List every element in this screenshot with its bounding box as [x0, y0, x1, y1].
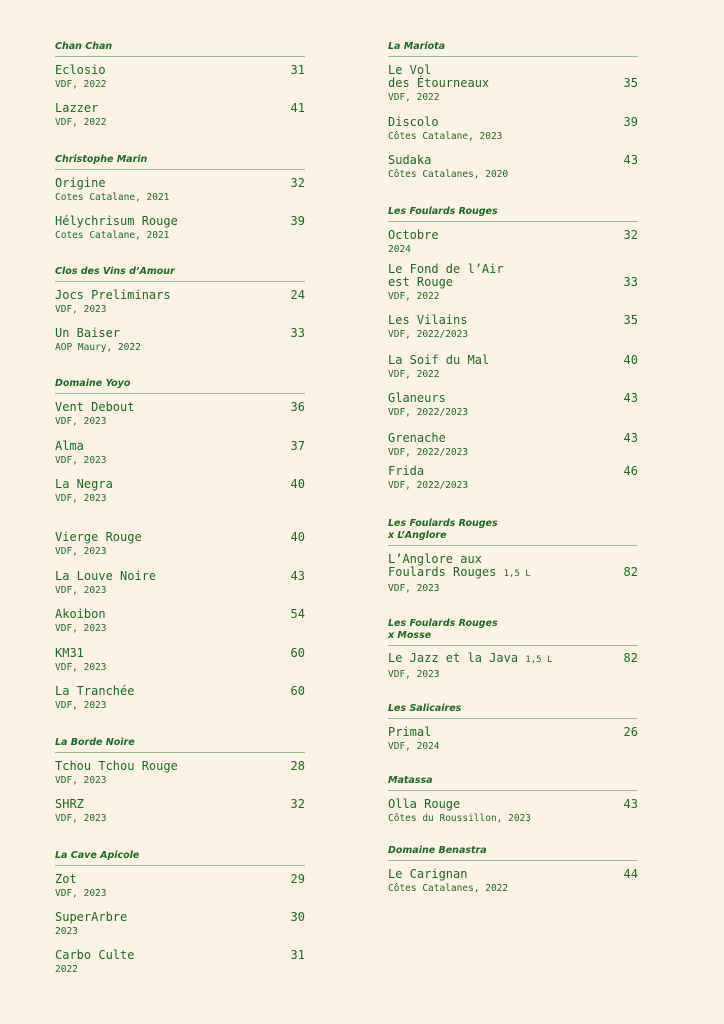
wine-name-text: L’Anglore aux Foulards Rouges: [388, 552, 497, 579]
wine-name-text: Glaneurs: [388, 391, 446, 405]
wine-name-text: La Negra: [55, 477, 113, 491]
wine-name-text: Tchou Tchou Rouge: [55, 759, 178, 773]
producer-name: Clos des Vins d’Amour: [55, 266, 305, 282]
wine-price: 39: [623, 115, 638, 129]
wine-appellation-vintage: Côtes Catalanes, 2020: [388, 169, 509, 180]
wine-price: 43: [623, 391, 638, 405]
wine-appellation-vintage: AOP Maury, 2022: [55, 342, 141, 353]
wine-price: 43: [623, 797, 638, 811]
wine-name: [55, 608, 305, 621]
wine-price: 37: [290, 439, 305, 453]
producer-name: Les Salicaires: [388, 703, 638, 719]
wine-price: 26: [623, 725, 638, 739]
wine-appellation-vintage: VDF, 2023: [55, 304, 107, 315]
wine-appellation-vintage: VDF, 2023: [388, 583, 440, 594]
wine-name: [55, 760, 305, 773]
wine-name-text: Le Vol des Étourneaux: [388, 63, 490, 90]
wine-appellation-vintage: 2023: [55, 926, 78, 937]
wine-item-primal: [388, 726, 638, 752]
wine-price: 60: [290, 684, 305, 698]
wine-item-helychrisum-rouge: [55, 215, 305, 241]
wine-price: 40: [290, 530, 305, 544]
wine-appellation-vintage: VDF, 2022: [55, 79, 107, 90]
wine-name: [55, 531, 305, 544]
wine-name-text: Lazzer: [55, 101, 99, 115]
wine-name-text: Discolo: [388, 115, 439, 129]
wine-name: [388, 64, 638, 90]
wine-item-le-carignan: [388, 868, 638, 894]
wine-item-le-jazz-et-la-java: [388, 652, 638, 680]
wine-name-text: Sudaka: [388, 153, 432, 167]
wine-name-text: SuperArbre: [55, 910, 128, 924]
wine-name-text: KM31: [55, 646, 84, 660]
wine-name: [388, 553, 638, 581]
producer-header: [55, 378, 305, 394]
wine-name: [55, 570, 305, 583]
bottle-format: 1,5 L: [503, 569, 531, 579]
wine-item-discolo: [388, 116, 638, 142]
wine-price: 32: [623, 228, 638, 242]
wine-appellation-vintage: VDF, 2022: [55, 117, 107, 128]
wine-item-la-tranchee: [55, 685, 305, 711]
wine-name-text: Hélychrisum Rouge: [55, 214, 178, 228]
wine-appellation-vintage: VDF, 2023: [55, 546, 107, 557]
producer-header: [388, 518, 638, 546]
wine-item-l-anglore-aux-foulards-rouges: [388, 553, 638, 594]
wine-name-text: Olla Rouge: [388, 797, 461, 811]
wine-appellation-vintage: VDF, 2022: [388, 92, 440, 103]
wine-price: 35: [623, 76, 638, 90]
wine-name-text: La Soif du Mal: [388, 353, 490, 367]
producer-header: [55, 850, 305, 866]
wine-name: [55, 647, 305, 660]
wine-name-text: SHRZ: [55, 797, 84, 811]
wine-price: 43: [623, 431, 638, 445]
wine-name-text: Un Baiser: [55, 326, 121, 340]
wine-name: [388, 465, 638, 478]
wine-price: 54: [290, 607, 305, 621]
wine-name: [388, 263, 638, 289]
wine-item-vierge-rouge: [55, 531, 305, 557]
wine-appellation-vintage: 2024: [388, 244, 411, 255]
wine-name-text: Origine: [55, 176, 106, 190]
wine-price: 36: [290, 400, 305, 414]
wine-price: 60: [290, 646, 305, 660]
producer-header: [388, 41, 638, 57]
wine-item-lazzer: [55, 102, 305, 128]
wine-name: [55, 401, 305, 414]
wine-appellation-vintage: VDF, 2022: [388, 369, 440, 380]
wine-name: [388, 154, 638, 167]
wine-name: [388, 726, 638, 739]
producer-name: Les Foulards Rouges x Mosse: [388, 618, 638, 646]
wine-name-text: Primal: [388, 725, 432, 739]
wine-item-akoibon: [55, 608, 305, 634]
wine-item-zot: [55, 873, 305, 899]
producer-header: [388, 845, 638, 861]
wine-name-text: Jocs Preliminars: [55, 288, 171, 302]
wine-name-text: Vent Debout: [55, 400, 135, 414]
wine-name: [388, 798, 638, 811]
producer-name: Domaine Benastra: [388, 845, 638, 861]
producer-header: [388, 206, 638, 222]
wine-name-text: Grenache: [388, 431, 446, 445]
wine-name: [55, 911, 305, 924]
wine-price: 32: [290, 176, 305, 190]
wine-name: [55, 873, 305, 886]
wine-name-text: La Tranchée: [55, 684, 135, 698]
wine-price: 39: [290, 214, 305, 228]
wine-appellation-vintage: VDF, 2023: [55, 775, 107, 786]
wine-item-superarbre: [55, 911, 305, 937]
producer-name: Christophe Marin: [55, 154, 305, 170]
wine-item-vent-debout: [55, 401, 305, 427]
wine-price: 82: [623, 651, 638, 665]
wine-name: [388, 868, 638, 881]
producer-header: [388, 618, 638, 646]
wine-price: 35: [623, 313, 638, 327]
wine-price: 40: [623, 353, 638, 367]
wine-name: [55, 289, 305, 302]
wine-price: 24: [290, 288, 305, 302]
wine-appellation-vintage: VDF, 2022/2023: [388, 480, 469, 491]
wine-item-carbo-culte: [55, 949, 305, 975]
wine-item-grenache: [388, 432, 638, 458]
wine-name-text: Le Jazz et la Java: [388, 651, 519, 665]
wine-appellation-vintage: VDF, 2023: [55, 585, 107, 596]
wine-price: 32: [290, 797, 305, 811]
wine-price: 29: [290, 872, 305, 886]
wine-price: 43: [290, 569, 305, 583]
wine-appellation-vintage: Côtes Catalanes, 2022: [388, 883, 509, 894]
wine-name-text: Octobre: [388, 228, 439, 242]
producer-name: Chan Chan: [55, 41, 305, 57]
wine-name: [388, 652, 638, 667]
producer-header: [388, 703, 638, 719]
producer-header: [55, 266, 305, 282]
producer-header: [388, 775, 638, 791]
wine-appellation-vintage: VDF, 2023: [55, 813, 107, 824]
wine-appellation-vintage: 2022: [55, 964, 78, 975]
wine-item-olla-rouge: [388, 798, 638, 824]
wine-name: [388, 432, 638, 445]
wine-appellation-vintage: VDF, 2023: [55, 493, 107, 504]
wine-appellation-vintage: VDF, 2022/2023: [388, 329, 469, 340]
wine-appellation-vintage: VDF, 2023: [55, 455, 107, 466]
wine-price: 43: [623, 153, 638, 167]
producer-header: [55, 737, 305, 753]
wine-appellation-vintage: VDF, 2022/2023: [388, 407, 469, 418]
wine-name-text: Vierge Rouge: [55, 530, 142, 544]
wine-appellation-vintage: VDF, 2023: [55, 662, 107, 673]
wine-item-alma: [55, 440, 305, 466]
wine-item-la-soif-du-mal: [388, 354, 638, 380]
wine-appellation-vintage: Cotes Catalane, 2021: [55, 230, 170, 241]
wine-appellation-vintage: VDF, 2024: [388, 741, 440, 752]
wine-name-text: Carbo Culte: [55, 948, 135, 962]
wine-appellation-vintage: Cotes Catalane, 2021: [55, 192, 170, 203]
wine-price: 30: [290, 910, 305, 924]
wine-name: [388, 354, 638, 367]
wine-name: [55, 327, 305, 340]
wine-name: [55, 949, 305, 962]
wine-item-le-vol-des-etourneaux: [388, 64, 638, 103]
wine-name: [55, 440, 305, 453]
wine-price: 44: [623, 867, 638, 881]
wine-price: 41: [290, 101, 305, 115]
wine-item-origine: [55, 177, 305, 203]
wine-name: [388, 392, 638, 405]
wine-name-text: Le Fond de l’Air est Rouge: [388, 262, 504, 289]
wine-item-frida: [388, 465, 638, 491]
wine-name-text: La Louve Noire: [55, 569, 157, 583]
producer-name: La Cave Apicole: [55, 850, 305, 866]
bottle-format: 1,5 L: [525, 655, 553, 665]
wine-appellation-vintage: VDF, 2023: [55, 623, 107, 634]
wine-item-les-vilains: [388, 314, 638, 340]
wine-item-glaneurs: [388, 392, 638, 418]
wine-item-km31: [55, 647, 305, 673]
wine-name-text: Le Carignan: [388, 867, 468, 881]
producer-header: [55, 154, 305, 170]
wine-name-text: Frida: [388, 464, 425, 478]
wine-appellation-vintage: VDF, 2023: [388, 669, 440, 680]
wine-name: [55, 177, 305, 190]
wine-name: [55, 478, 305, 491]
wine-name: [55, 798, 305, 811]
wine-price: 33: [290, 326, 305, 340]
wine-name: [55, 102, 305, 115]
producer-name: La Borde Noire: [55, 737, 305, 753]
wine-name-text: Les Vilains: [388, 313, 468, 327]
wine-name-text: Alma: [55, 439, 84, 453]
wine-appellation-vintage: Côtes du Roussillon, 2023: [388, 813, 531, 824]
wine-price: 82: [623, 565, 638, 579]
wine-appellation-vintage: VDF, 2023: [55, 700, 107, 711]
wine-name: [55, 685, 305, 698]
wine-name-text: Akoibon: [55, 607, 106, 621]
wine-item-le-fond-de-l-air-est-rouge: [388, 263, 638, 302]
wine-item-la-negra: [55, 478, 305, 504]
wine-price: 40: [290, 477, 305, 491]
wine-item-un-baiser: [55, 327, 305, 353]
wine-name: [55, 215, 305, 228]
wine-item-la-louve-noire: [55, 570, 305, 596]
wine-item-eclosio: [55, 64, 305, 90]
wine-price: 46: [623, 464, 638, 478]
producer-name: Les Foulards Rouges x L’Anglore: [388, 518, 638, 546]
producer-header: [55, 41, 305, 57]
producer-name: Les Foulards Rouges: [388, 206, 638, 222]
wine-appellation-vintage: VDF, 2023: [55, 888, 107, 899]
wine-item-tchou-tchou-rouge: [55, 760, 305, 786]
wine-price: 28: [290, 759, 305, 773]
wine-name: [388, 116, 638, 129]
wine-name: [388, 229, 638, 242]
wine-name-text: Eclosio: [55, 63, 106, 77]
producer-name: Domaine Yoyo: [55, 378, 305, 394]
wine-appellation-vintage: VDF, 2022/2023: [388, 447, 469, 458]
wine-appellation-vintage: Côtes Catalane, 2023: [388, 131, 503, 142]
wine-item-jocs-preliminars: [55, 289, 305, 315]
producer-name: Matassa: [388, 775, 638, 791]
wine-name-text: Zot: [55, 872, 77, 886]
wine-price: 31: [290, 948, 305, 962]
wine-appellation-vintage: VDF, 2022: [388, 291, 440, 302]
wine-name: [388, 314, 638, 327]
wine-price: 31: [290, 63, 305, 77]
wine-item-octobre: [388, 229, 638, 255]
wine-appellation-vintage: VDF, 2023: [55, 416, 107, 427]
wine-name: [55, 64, 305, 77]
wine-price: 33: [623, 275, 638, 289]
producer-name: La Mariota: [388, 41, 638, 57]
wine-item-shrz: [55, 798, 305, 824]
wine-item-sudaka: [388, 154, 638, 180]
